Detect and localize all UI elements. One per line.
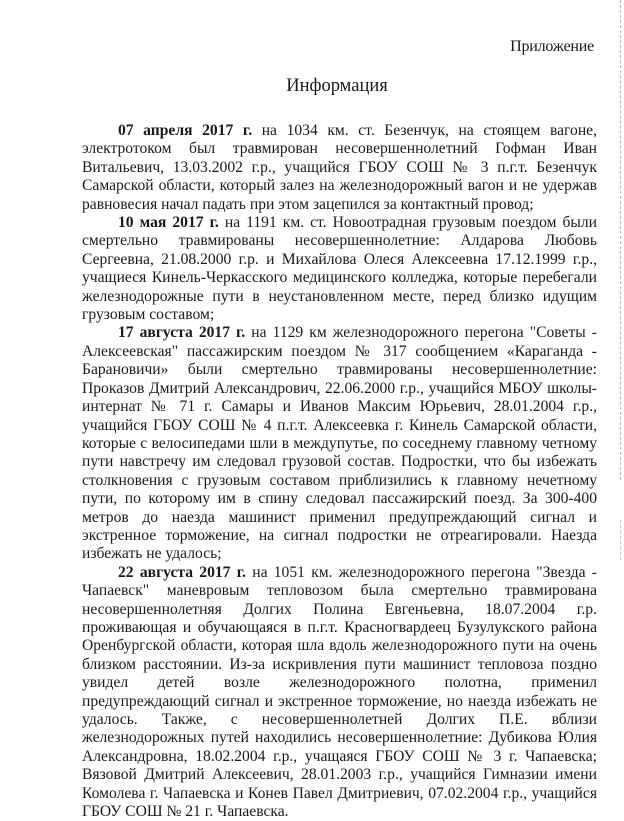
- incident-date: 17 августа 2017 г.: [118, 324, 246, 342]
- document-body: [82, 122, 597, 821]
- incident-text: на 1129 км железнодорожного перегона "Советы - Алексеевская" пассажирским поездом № 317 сообщением «Караганда - Барановичи» были смертельно травмированы несовершеннолетние: Проказов Дмитрий Александрович, 22.06.2000 г.р., учащийся МБОУ школы-интернат № 71 г. Самары и Иванов Максим Юрьевич, 28.01.2004 г.р., учащийся ГБОУ СОШ № 4 п.г.т. Алексеевка г. Кинель Самарской области, которые с велосипедами шли в междупутье, по соседнему главному четному пути навстречу им следовал грузовой состав. Подростки, что бы избежать столкновения с грузовым составом приблизились к главному нечетному пути, по которому им в спину следовал пассажирский поезд. За 300-400 метров до наезда машинист применил предупреждающий сигнал и экстренное торможение, на сигнал подростки не отреагировали. Наезда избежать не удалось;: [82, 324, 597, 563]
- incident-text: на 1051 км. железнодорожного перегона "Звезда - Чапаевск" маневровым тепловозом была смертельно травмирована несовершеннолетняя Долгих Полина Евгеньевна, 18.07.2004 г.р. проживающая и обучающаяся в п.г.т. Красногвардеец Бузулукского района Оренбургской области, которая шла вдоль железнодорожного пути на очень близком расстоянии. Из-за искривления пути машинист тепловоза поздно увидел детей возле железнодорожного полотна, применил предупреждающий сигнал и экстренное торможение, но наезда избежать не удалось. Также, с несовершеннолетней Долгих П.Е. вблизи железнодорожных путей находились несовершеннолетние: Дубикова Юлия Александровна, 18.02.2004 г.р., учащаяся ГБОУ СОШ № 3 г. Чапаевска; Вязовой Дмитрий Алексеевич, 28.01.2003 г.р., учащийся Гимназии имени Комолева г. Чапаевска и Конев Павел Дмитриевич, 07.02.2004 г.р., учащийся ГБОУ СОШ № 21 г. Чапаевска.: [82, 563, 597, 821]
- page-edge-line: [620, 0, 621, 480]
- incident-paragraph: [82, 324, 597, 563]
- incident-text: на 1034 км. ст. Безенчук, на стоящем вагоне, электротоком был травмирован несовершеннолетний Гофман Иван Витальевич, 13.03.2002 г.р., учащийся ГБОУ СОШ № 3 п.г.т. Безенчук Самарской области, который залез на железнодорожный вагон и не удержав равновесия начал падать при этом зацепился за контактный провод;: [82, 122, 597, 213]
- incident-paragraph: [82, 564, 597, 821]
- incident-date: 07 апреля 2017 г.: [118, 122, 253, 139]
- incident-paragraph: [82, 214, 597, 324]
- page-edge-line: [620, 520, 621, 560]
- incident-date: 22 августа 2017 г.: [118, 563, 246, 581]
- annex-label: Приложение: [510, 38, 594, 55]
- incident-text: на 1191 км. ст. Новоотрадная грузовым поездом были смертельно травмированы несовершеннолетние: Алдарова Любовь Сергеевна, 21.08.2000 г.р. и Михайлова Олеся Алексеевна 17.12.1999 г.р., учащиеся Кинель-Черкасского медицинского колледжа, которые перебегали железнодорожные пути в неустановленном месте, перед близко идущим грузовым составом;: [82, 214, 597, 324]
- document-title: Информация: [286, 76, 388, 96]
- incident-paragraph: [82, 122, 597, 214]
- incident-date: 10 мая 2017 г.: [118, 214, 219, 232]
